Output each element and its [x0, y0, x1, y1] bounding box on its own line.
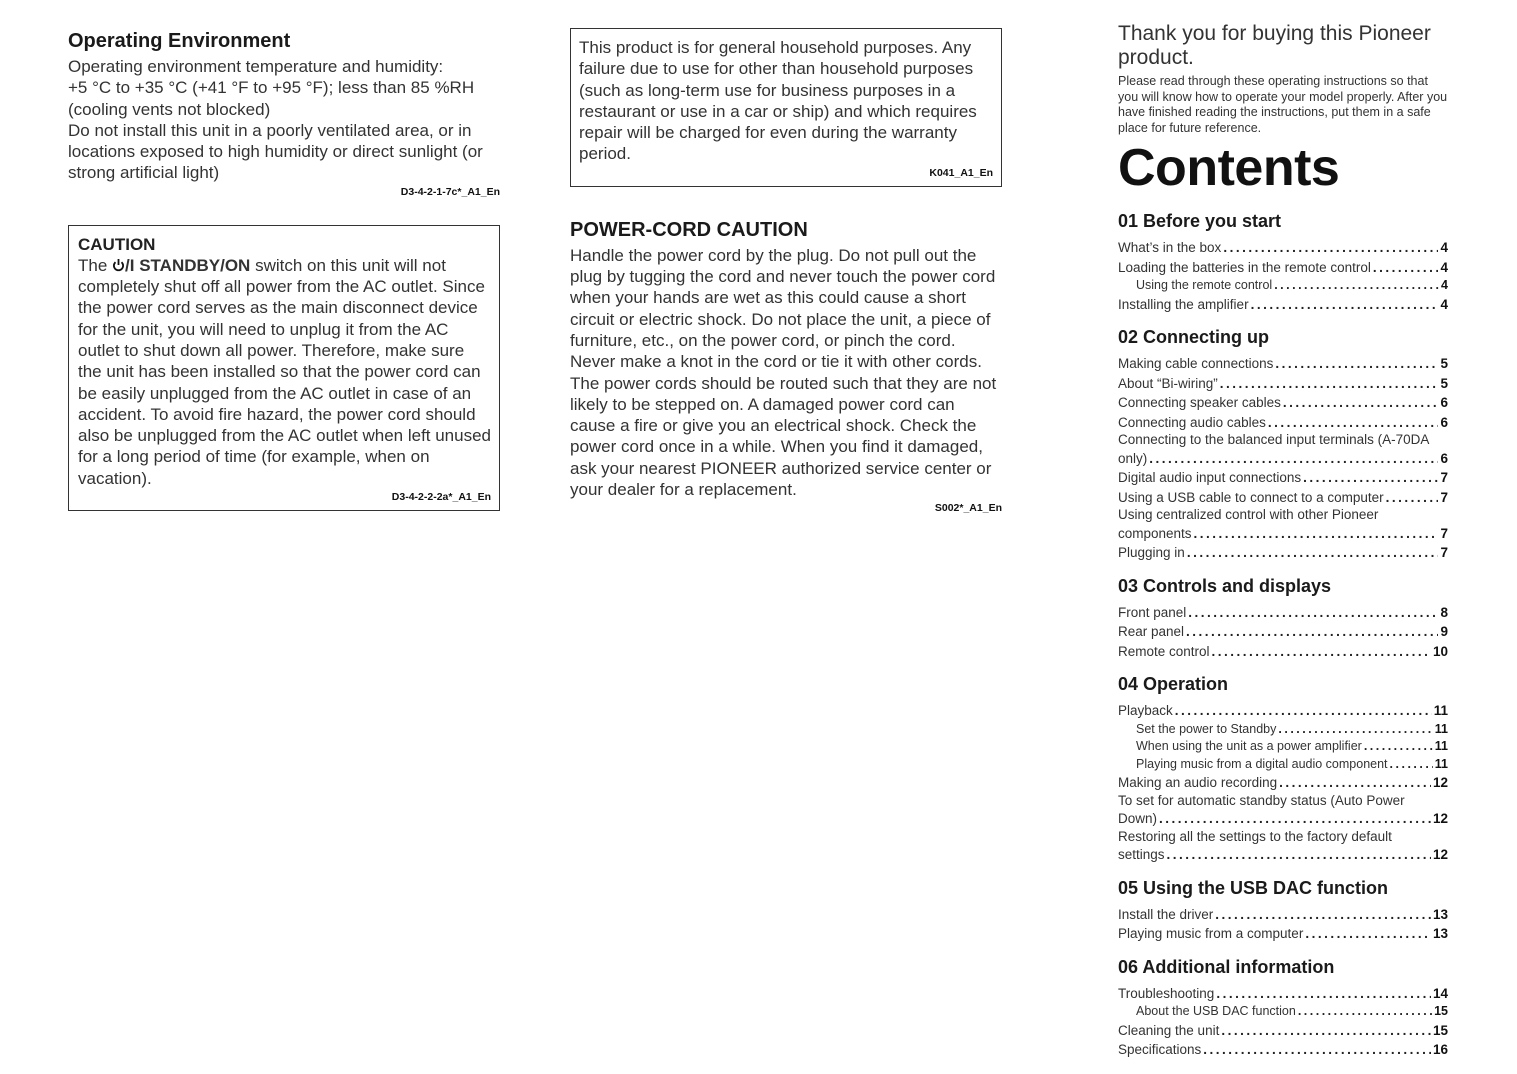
toc-page-number: 12 [1432, 847, 1448, 862]
toc-leader-dots [1278, 721, 1432, 739]
operating-environment-code: D3-4-2-1-7c*_A1_En [400, 185, 500, 198]
toc-item-label: Making an audio recording [1118, 775, 1278, 790]
power-icon [112, 255, 125, 276]
toc-item-label: Cleaning the unit [1118, 1022, 1220, 1038]
toc-item [1118, 258, 1448, 278]
toc-item-label: Using a USB cable to connect to a computer [1118, 489, 1384, 505]
toc-section-title: 06 Additional information [1118, 956, 1335, 977]
toc-page-number: 13 [1432, 926, 1448, 941]
toc-page-number: 10 [1432, 643, 1448, 659]
thank-you-heading: Thank you for buying this Pioneer product. [1118, 22, 1431, 69]
toc-item [1118, 622, 1448, 642]
toc-item-label: Specifications [1118, 1042, 1202, 1057]
toc-page-number: 5 [1440, 375, 1448, 391]
toc-section [1118, 877, 1448, 944]
toc-item-label: Playing music from a computer [1118, 926, 1304, 941]
toc-item [1118, 738, 1448, 756]
operating-environment-section [68, 28, 500, 199]
toc-item [1118, 374, 1448, 394]
toc-leader-dots [1373, 258, 1439, 278]
toc-section-title: 03 Controls and displays [1118, 575, 1332, 596]
toc-section [1118, 575, 1448, 662]
toc-item-label: When using the unit as a power amplifier [1136, 739, 1362, 753]
household-purpose-text: This product is for general household purposes. Any failure due to use for other than household purposes (such as long-term use for business purposes in a restaurant or use in a car or ship) and which requires repair will be charged for even during the warranty period. [579, 38, 977, 164]
toc-page-number: 4 [1440, 240, 1448, 255]
caution-code: D3-4-2-2-2a*_A1_En [391, 491, 491, 504]
toc-page-number: 11 [1434, 721, 1448, 736]
toc-item [1118, 413, 1448, 433]
caution-post-text: switch on this unit will not completely shut off all power from the AC outlet. Since the power cord serves as the main disconnect device for the unit, you will need to unplug it from the AC outlet to shut down all power. Therefore, make sure the unit has been installed so that the power cord can be easily unplugged from the AC outlet in case of an accident. To avoid fire hazard, the power cord should also be unplugged from the AC outlet when left unused for a long period of time (for example, when on vacation). [78, 255, 492, 488]
toc-item [1118, 488, 1448, 508]
toc-item [1118, 905, 1448, 925]
toc-section [1118, 210, 1448, 314]
toc-item-label: Playback [1118, 703, 1173, 718]
toc-leader-dots [1167, 845, 1431, 865]
power-cord-heading: POWER-CORD CAUTION [570, 218, 808, 241]
toc-page-number: 6 [1440, 395, 1448, 410]
caution-pre-text: The [78, 255, 113, 275]
toc-page-number: 7 [1440, 545, 1448, 560]
toc-page-number: 14 [1432, 985, 1448, 1001]
toc-item-label: About “Bi-wiring” [1118, 375, 1218, 391]
caution-box [68, 225, 500, 511]
household-purpose-box [570, 28, 1002, 187]
toc-leader-dots [1187, 543, 1439, 563]
toc-item-label: Plugging in [1118, 545, 1185, 560]
operating-environment-heading: Operating Environment [68, 30, 291, 52]
toc-page-number: 13 [1432, 906, 1448, 922]
power-cord-section [570, 217, 1002, 516]
contents-title: Contents [1118, 139, 1340, 197]
toc-section [1118, 673, 1448, 865]
toc-page-number: 15 [1432, 1022, 1448, 1038]
toc-item [1118, 354, 1448, 374]
operating-environment-line-1: Operating environment temperature and humidity: [68, 57, 444, 76]
toc-page-number: 7 [1440, 470, 1448, 485]
toc-item [1118, 924, 1448, 944]
toc-item [1118, 393, 1448, 413]
toc-item [1118, 277, 1448, 295]
toc-item-label: Using the remote control [1136, 278, 1273, 292]
toc-leader-dots [1303, 468, 1438, 488]
toc-item-label: Down) [1118, 811, 1158, 826]
toc-page-number: 16 [1432, 1042, 1448, 1057]
toc-item [1118, 721, 1448, 739]
toc-page-number: 4 [1441, 278, 1448, 292]
toc-item-label: only) [1118, 450, 1148, 466]
toc-leader-dots [1251, 295, 1439, 315]
toc-leader-dots [1159, 809, 1431, 829]
toc-leader-dots [1149, 449, 1438, 469]
toc-item [1118, 468, 1448, 488]
toc-item-label: settings [1118, 847, 1165, 862]
toc-page-number: 7 [1440, 489, 1448, 505]
toc-item [1118, 642, 1448, 662]
left-column [68, 28, 500, 511]
table-of-contents [1118, 210, 1448, 1060]
toc-item [1118, 984, 1448, 1004]
toc-section-title: 04 Operation [1118, 674, 1229, 694]
toc-page-number: 4 [1440, 296, 1448, 312]
toc-leader-dots [1188, 603, 1438, 623]
toc-page-number: 12 [1432, 811, 1448, 826]
operating-environment-text [68, 56, 500, 184]
toc-page-number: 11 [1434, 739, 1448, 753]
toc-item-label: Install the driver [1118, 906, 1214, 922]
toc-item-label: Connecting speaker cables [1118, 395, 1281, 410]
toc-leader-dots [1390, 756, 1433, 774]
toc-item [1118, 543, 1448, 563]
toc-leader-dots [1275, 354, 1438, 374]
household-purpose-code: K041_A1_En [929, 166, 993, 179]
toc-page-number: 5 [1440, 356, 1448, 371]
operating-environment-line-4: Do not install this unit in a poorly ventilated area, or in locations exposed to high humidity or direct sunlight (or strong artificial light) [68, 120, 483, 183]
toc-leader-dots [1279, 773, 1431, 793]
toc-item-line: Restoring all the settings to the factory default [1118, 828, 1392, 844]
toc-item [1118, 295, 1448, 315]
toc-leader-dots [1186, 622, 1438, 642]
toc-leader-dots [1268, 413, 1439, 433]
caution-heading: CAUTION [78, 234, 156, 254]
toc-item-label: About the USB DAC function [1136, 1004, 1296, 1018]
toc-leader-dots [1305, 924, 1431, 944]
toc-leader-dots [1212, 642, 1431, 662]
toc-item [1118, 603, 1448, 623]
toc-item-label: Making cable connections [1118, 356, 1274, 371]
toc-leader-dots [1203, 1040, 1431, 1060]
toc-section [1118, 326, 1448, 563]
toc-item [1118, 449, 1448, 469]
operating-environment-line-3: (cooling vents not blocked) [68, 99, 271, 119]
toc-leader-dots [1283, 393, 1439, 413]
toc-item-line: To set for automatic standby status (Auto Power [1118, 792, 1405, 808]
toc-item [1118, 773, 1448, 793]
toc-item-label: Set the power to Standby [1136, 721, 1277, 736]
toc-leader-dots [1364, 738, 1433, 756]
toc-item-label: Installing the amplifier [1118, 296, 1249, 312]
toc-page-number: 11 [1434, 756, 1448, 771]
power-cord-text: Handle the power cord by the plug. Do not pull out the plug by tugging the cord and never touch the power cord when your hands are wet as this could cause a short circuit or electric shock. Do not place the unit, a piece of furniture, etc., on the power cord, or pinch the cord. Never make a knot in the cord or tie it with other cords. The power cords should be routed such that they are not likely to be stepped on. A damaged power cord can cause a fire or give you an electrical shock. Check the power cord once in a while. When you find it damaged, ask your nearest PIONEER authorized service center or your dealer for a replacement. [570, 245, 997, 500]
toc-leader-dots [1175, 701, 1432, 721]
toc-page-number: 7 [1440, 525, 1448, 541]
toc-item [1118, 524, 1448, 544]
toc-page-number: 8 [1440, 604, 1448, 620]
toc-leader-dots [1216, 984, 1431, 1004]
toc-page-number: 12 [1432, 775, 1448, 790]
toc-item-label: What’s in the box [1118, 240, 1222, 255]
toc-leader-dots [1215, 905, 1431, 925]
caution-text [78, 255, 491, 489]
toc-leader-dots [1220, 374, 1439, 394]
toc-section-title: 05 Using the USB DAC function [1118, 877, 1389, 898]
toc-page-number: 6 [1440, 450, 1448, 466]
toc-item-label: Playing music from a digital audio component [1136, 756, 1388, 771]
toc-leader-dots [1386, 488, 1439, 508]
toc-leader-dots [1221, 1021, 1431, 1041]
toc-page-number: 6 [1440, 414, 1448, 430]
intro-text: Please read through these operating instructions so that you will know how to operate your model properly. After you have finished reading the instructions, put them in a safe place for future reference. [1118, 74, 1448, 135]
toc-leader-dots [1298, 1003, 1432, 1021]
toc-section-title: 02 Connecting up [1118, 327, 1270, 347]
toc-section [1118, 956, 1448, 1060]
toc-item [1118, 1021, 1448, 1041]
toc-item [1118, 238, 1448, 258]
toc-item-label: Troubleshooting [1118, 985, 1215, 1001]
toc-item-label: Rear panel [1118, 624, 1185, 639]
toc-item [1118, 845, 1448, 865]
operating-environment-line-2: +5 °C to +35 °C (+41 °F to +95 °F); less than 85 %RH [68, 78, 475, 98]
toc-item-label: Connecting audio cables [1118, 414, 1266, 430]
toc-item-label: Digital audio input connections [1118, 470, 1302, 485]
toc-page-number: 11 [1433, 703, 1448, 718]
toc-page-number: 9 [1440, 624, 1448, 639]
toc-leader-dots [1223, 238, 1438, 258]
toc-leader-dots [1274, 277, 1439, 295]
toc-leader-dots [1194, 524, 1439, 544]
toc-page-number: 4 [1440, 259, 1448, 275]
power-cord-code: S002*_A1_En [934, 502, 1002, 515]
toc-item-line: Connecting to the balanced input terminals (A-70DA [1118, 432, 1430, 447]
toc-item-label: components [1118, 525, 1192, 541]
right-column [1118, 22, 1448, 1072]
toc-item-label: Remote control [1118, 643, 1210, 659]
middle-column [570, 28, 1002, 515]
toc-item [1118, 1003, 1448, 1021]
standby-switch-label: /I STANDBY/ON [125, 255, 251, 275]
toc-item-label: Front panel [1118, 604, 1187, 620]
toc-item-label: Loading the batteries in the remote control [1118, 259, 1371, 275]
toc-item [1118, 809, 1448, 829]
toc-page-number: 15 [1434, 1004, 1448, 1018]
toc-item [1118, 756, 1448, 774]
toc-item-line: Using centralized control with other Pioneer [1118, 507, 1379, 522]
toc-item [1118, 1040, 1448, 1060]
toc-item [1118, 701, 1448, 721]
toc-section-title: 01 Before you start [1118, 211, 1282, 231]
